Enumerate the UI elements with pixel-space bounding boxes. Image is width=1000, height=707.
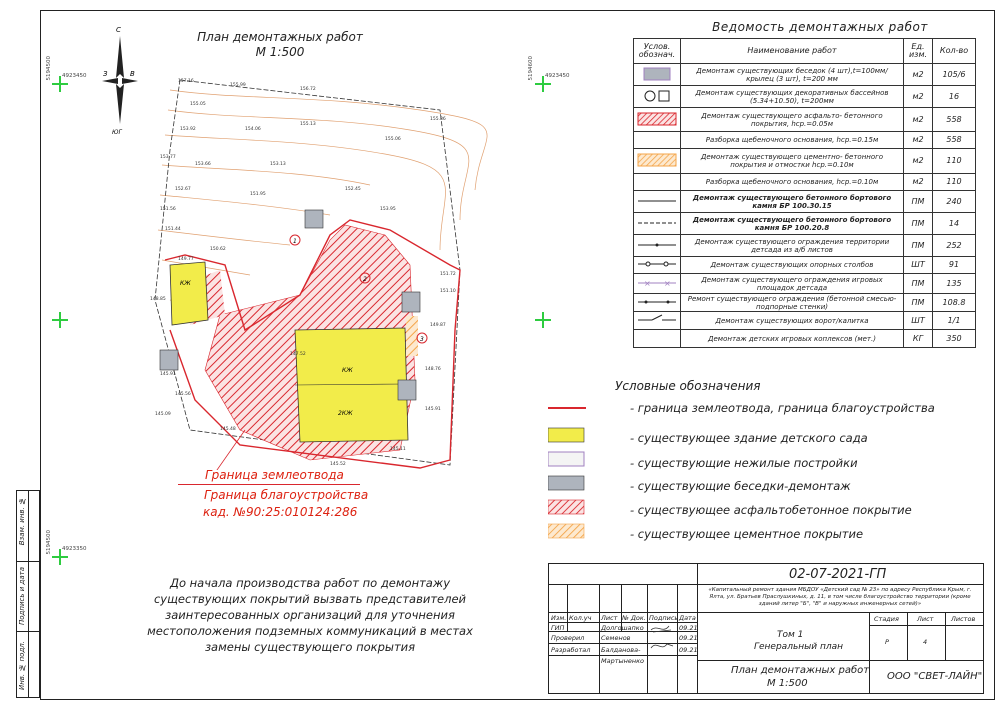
row-qty: 108.8 [933,294,976,312]
svg-text:145.52: 145.52 [330,462,346,467]
svg-text:×: × [664,278,671,288]
row-symbol [634,213,681,235]
legend-item: - существующее цементное покрытие [630,527,864,541]
company: ООО "СВЕТ-ЛАЙН" [887,671,983,682]
plan-title [160,30,400,60]
plan-title-text: План демонтажных работ [197,30,363,44]
col-sym: Услов. обознач. [634,39,681,64]
row-qty: 252 [933,235,976,257]
compass-e: В [130,70,135,78]
side-stamp [16,490,40,698]
row-unit: м2 [904,86,933,108]
compass-w: З [103,70,108,78]
row-name: Ремонт существующего ограждения (бетонной смесью-подпорные стенки) [681,294,904,312]
blago-label: Граница благоустройства [204,488,369,502]
table-row [634,132,976,149]
coord-label: 5194500 [46,56,52,81]
row-symbol [634,108,681,132]
col-koluch: Кол.уч [569,614,592,622]
stadia-header: Стадия [874,615,899,623]
legend-title: Условные обозначения [615,379,761,393]
col-qty: Кол-во [933,39,976,64]
list-header: Лист [917,615,934,623]
svg-text:145.09: 145.09 [155,412,171,417]
col-list: Лист [601,614,618,622]
doc-code: 02-07-2021-ГП [789,567,887,582]
grid-cross [535,312,551,328]
col-izm: Изм. [551,614,567,622]
person-name: Семенов [601,634,631,642]
coord-label: 4923450 [545,73,570,79]
row-qty: 1/1 [933,312,976,330]
col-name: Наименование работ [681,39,904,64]
row-name: Демонтаж существующих декоративных бассейнов (5.34+10.50), t=200мм [681,86,904,108]
row-name: Демонтаж существующего бетонного бортового камня БР 100.30.15 [681,191,904,213]
map-2kzh-label: 2КЖ [338,410,353,417]
legend-asphalt [548,500,584,514]
row-symbol [634,86,681,108]
row-unit: ПМ [904,294,933,312]
vedomost-table [633,38,976,348]
col-data: Дата [679,614,696,622]
legend-nonres [548,452,584,466]
row-unit: м2 [904,108,933,132]
legend-grey [548,476,584,490]
col-ndoc: № Док. [622,614,646,622]
svg-text:148.76: 148.76 [425,367,441,372]
stadia-value: Р [885,638,889,646]
row-symbol [634,294,681,312]
table-row [634,64,976,86]
svg-text:145.91: 145.91 [160,372,176,377]
table-row [634,86,976,108]
sheet-title: План демонтажных работ [731,665,870,676]
role: Проверил [551,634,585,642]
row-name: Демонтаж существующих беседок (4 шт),t=100мм/ крылец (3 шт), t=200 мм [681,64,904,86]
map-num: 3 [420,336,424,343]
row-symbol [634,257,681,274]
legend-swatches [548,400,588,550]
role: Разработал [551,646,591,654]
grid-cross [52,312,68,328]
site-plan-map [150,70,490,470]
row-name: Демонтаж существующего цементно- бетонного покрытия и отмостки hср.=0.10м [681,149,904,174]
legend-item: - существующее здание детского сада [630,431,868,445]
row-symbol [634,149,681,174]
svg-text:153.66: 153.66 [195,162,211,167]
svg-text:155.06: 155.06 [385,137,401,142]
svg-text:151.56: 151.56 [160,207,176,212]
stamp-inv: Инв. № подл. [18,641,26,691]
map-num: 1 [293,238,297,245]
row-name: Демонтаж существующего бетонного бортового камня БР 100.20.8 [681,213,904,235]
zemleotvod-label: Граница землеотвода [205,468,344,482]
svg-text:151.44: 151.44 [165,227,181,232]
row-unit: ПМ [904,191,933,213]
person-name: Долгошапко [601,624,644,632]
coord-label: 5194500 [46,530,52,555]
legend-yellow [548,428,584,442]
table-row [634,174,976,191]
label-underline [178,484,360,485]
row-symbol [634,235,681,257]
vedomost-title: Ведомость демонтажных работ [712,20,928,34]
table-header-row [634,39,976,64]
north-arrow-icon [100,24,140,136]
svg-text:147.52: 147.52 [290,352,306,357]
tom-label: Том 1 [777,630,804,640]
coord-label: 4923350 [62,546,87,552]
svg-text:151.72: 151.72 [440,272,456,277]
svg-text:157.16: 157.16 [178,79,194,84]
map-kzh-label-2: КЖ [180,280,191,287]
row-qty: 14 [933,213,976,235]
legend-item: - существующее асфальтобетонное покрытие [630,503,912,517]
row-unit: м2 [904,149,933,174]
row-qty: 350 [933,330,976,348]
map-num: 2 [363,276,367,283]
row-name: Демонтаж существующего асфальто- бетонного покрытия, hср.=0.05м [681,108,904,132]
table-row [634,149,976,174]
date: 09.21 [679,624,698,632]
row-unit: КГ [904,330,933,348]
table-row [634,257,976,274]
stamp-vzam: Взам. инв. № [18,497,26,546]
svg-text:145.48: 145.48 [220,427,236,432]
row-name: Разборка щебеночного основания, hср.=0.10м [681,174,904,191]
table-row [634,274,976,294]
row-qty: 240 [933,191,976,213]
note-text: До начала производства работ по демонтажу существующих покрытий вызвать представителей заинтересованных организаций для уточнения местоположения подземных коммуникаций в местах замены существующего покрытия [147,576,473,654]
svg-text:152.67: 152.67 [175,187,191,192]
role: ГИП [551,624,565,632]
list-value: 4 [923,638,928,646]
date: 09.21 [679,634,698,642]
row-unit: ПМ [904,235,933,257]
plan-scale-text: М 1:500 [255,45,305,59]
row-qty: 135 [933,274,976,294]
listov-header: Листов [951,615,976,623]
table-row [634,191,976,213]
svg-text:145.11: 145.11 [390,447,406,452]
row-name: Демонтаж детских игровых коплексов (мет.) [681,330,904,348]
row-unit: м2 [904,64,933,86]
row-unit: ПМ [904,213,933,235]
date: 09.21 [679,646,698,654]
row-name: Разборка щебеночного основания, hср.=0.15м [681,132,904,149]
map-kzh-label: КЖ [342,367,353,374]
row-name: Демонтаж существующих ворот/калитка [681,312,904,330]
coord-label: 4923450 [62,73,87,79]
svg-text:×: × [644,278,651,288]
row-unit: м2 [904,132,933,149]
table-row [634,108,976,132]
svg-text:156.72: 156.72 [300,87,316,92]
col-unit: Ед. изм. [904,39,933,64]
row-qty: 16 [933,86,976,108]
row-symbol [634,64,681,86]
svg-text:149.77: 149.77 [178,257,194,262]
row-qty: 105/6 [933,64,976,86]
svg-text:148.85: 148.85 [150,297,166,302]
svg-text:145.91: 145.91 [425,407,441,412]
legend-cement [548,524,584,538]
legend-item: - граница землеотвода, граница благоустройства [630,401,935,415]
legend-item: - существующие нежилые постройки [630,456,858,470]
project-name: «Капитальный ремонт здания МБДОУ «Детский сад № 23» по адресу Республика Крым, г. Ялта, ул. Братьев Праслушкиных, д. 11, в том числе благоустройство территории (кроме зданий литер "Б", "В" и наружных инженерных сетей)» [708,587,972,607]
legend-item: - существующие беседки-демонтаж [630,479,851,493]
svg-text:153.13: 153.13 [270,162,286,167]
row-symbol [634,174,681,191]
compass-s: ЮГ [112,129,122,136]
person-name: Балданова- [601,646,641,654]
stamp-podpis: Подпись и дата [18,567,26,625]
svg-text:145.56: 145.56 [175,392,191,397]
row-unit: м2 [904,174,933,191]
table-row [634,312,976,330]
kad-label: кад. №90:25:010124:286 [203,505,358,519]
table-row [634,294,976,312]
col-podpis: Подпись [649,614,679,622]
svg-text:153.95: 153.95 [380,207,396,212]
table-row [634,330,976,348]
row-symbol [634,191,681,213]
row-symbol [634,132,681,149]
row-qty: 110 [933,149,976,174]
tom-sub: Генеральный план [754,642,843,652]
svg-text:153.92: 153.92 [180,127,196,132]
row-name: Демонтаж существующего ограждения игровых площадок детсада [681,274,904,294]
coord-label: 5194600 [528,56,534,81]
compass-n: С [116,26,121,34]
svg-text:151.10: 151.10 [440,289,456,294]
svg-text:155.13: 155.13 [300,122,316,127]
sheet-scale: М 1:500 [767,678,808,689]
row-qty: 558 [933,108,976,132]
svg-text:151.95: 151.95 [250,192,266,197]
svg-text:155.99: 155.99 [230,83,246,88]
svg-text:155.05: 155.05 [190,102,206,107]
svg-text:154.06: 154.06 [245,127,261,132]
svg-text:150.62: 150.62 [210,247,226,252]
person-name: Мартыненко [601,657,645,665]
table-row [634,213,976,235]
row-name: Демонтаж существующих опорных столбов [681,257,904,274]
row-qty: 110 [933,174,976,191]
row-unit: ШТ [904,257,933,274]
signature-icon [649,622,675,654]
row-unit: ШТ [904,312,933,330]
table-row [634,235,976,257]
row-qty: 91 [933,257,976,274]
row-qty: 558 [933,132,976,149]
svg-text:155.86: 155.86 [430,117,446,122]
row-unit: ПМ [904,274,933,294]
row-symbol [634,274,681,294]
row-symbol [634,330,681,348]
svg-text:149.87: 149.87 [430,323,446,328]
title-block [548,563,984,694]
svg-text:153.77: 153.77 [160,155,176,160]
row-name: Демонтаж существующего ограждения территории детсада из а/б листов [681,235,904,257]
row-symbol [634,312,681,330]
svg-text:152.45: 152.45 [345,187,361,192]
